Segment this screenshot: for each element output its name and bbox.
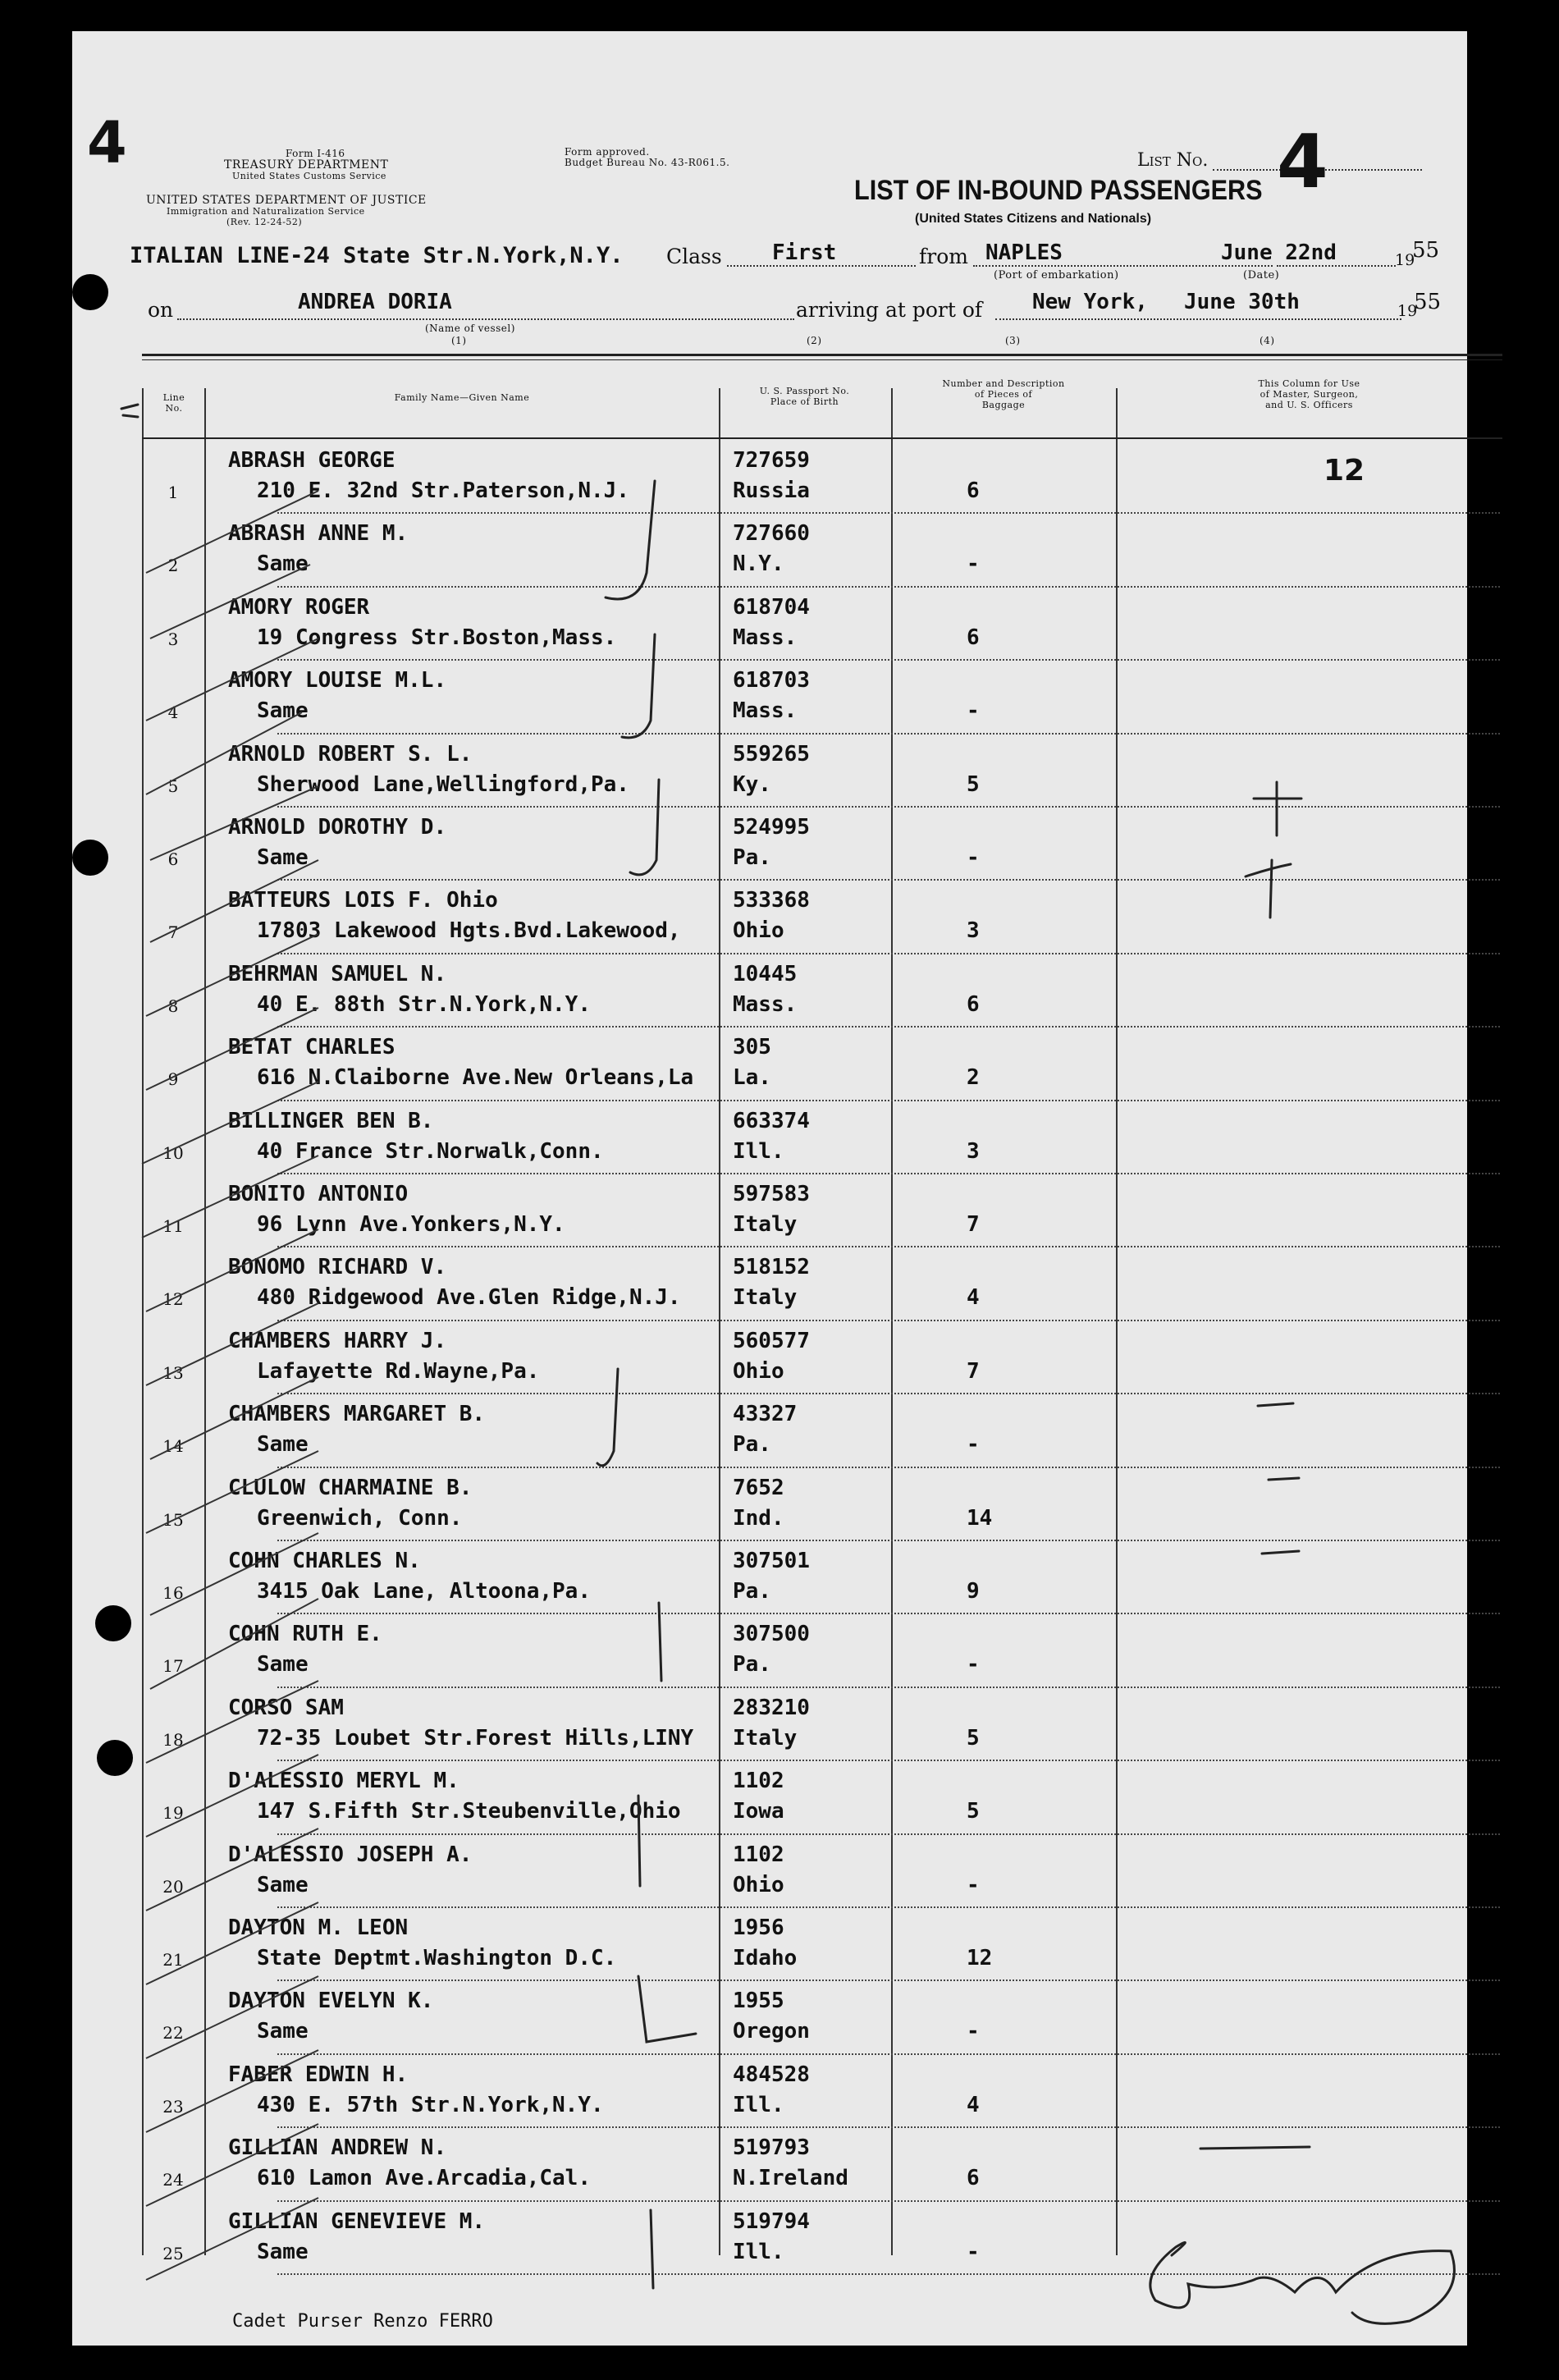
place-of-birth: Italy [733, 1285, 798, 1311]
passenger-name: ABRASH GEORGE [228, 448, 395, 473]
place-of-birth: Ohio [733, 1358, 784, 1384]
date-caption: (Date) [1243, 269, 1280, 281]
officer-note: 12 [1324, 454, 1365, 487]
baggage-count: 5 [967, 1725, 980, 1751]
header-no-word: No. [165, 403, 183, 414]
revision: (Rev. 12-24-52) [226, 217, 303, 227]
passenger-name: BATTEURS LOIS F. Ohio [228, 888, 498, 913]
header-baggage-line3: Baggage [981, 400, 1026, 410]
row-line-number: 5 [167, 776, 179, 796]
passport-number: 727659 [733, 448, 810, 473]
passenger-address: 40 E. 88th Str.N.York,N.Y. [257, 991, 591, 1017]
baggage-count: 9 [967, 1579, 980, 1604]
margin-tick [150, 1533, 318, 1615]
margin-tick [146, 1229, 318, 1311]
passport-number: 10445 [733, 961, 798, 986]
passport-number: 727660 [733, 521, 810, 547]
margin-tick [150, 1377, 318, 1459]
row-line-number: 15 [162, 1509, 184, 1530]
margin-tick [146, 1902, 318, 1984]
row-line-number: 22 [162, 2023, 184, 2044]
dash-mark [1258, 1403, 1293, 1406]
passenger-address: Same [257, 2239, 309, 2264]
row-line-number: 18 [162, 1729, 184, 1750]
passenger-address: Same [257, 698, 309, 724]
passenger-name: GILLIAN GENEVIEVE M. [228, 2208, 486, 2234]
margin-tick [146, 934, 318, 1016]
passport-number: 1102 [733, 1842, 784, 1867]
passport-number: 1956 [733, 1915, 784, 1940]
baggage-count: 5 [967, 1799, 980, 1824]
header-baggage-line1: Number and Description [942, 378, 1065, 389]
margin-tick [146, 638, 318, 724]
place-of-birth: Ill. [733, 2239, 784, 2264]
class-label: Class [666, 245, 722, 268]
passenger-address: 147 S.Fifth Str.Steubenville,Ohio [257, 1799, 681, 1824]
passport-number: 597583 [733, 1182, 810, 1206]
header-passport-line2: Place of Birth [770, 396, 839, 407]
row-line-number: 9 [167, 1069, 179, 1090]
row-line-number: 17 [162, 1656, 184, 1677]
on-label: on [148, 298, 174, 322]
tick-mark [121, 405, 138, 417]
passport-number: 618703 [733, 668, 810, 693]
baggage-count: - [967, 1652, 980, 1677]
place-of-birth: Italy [733, 1212, 798, 1237]
passenger-name: CHAMBERS HARRY J. [228, 1328, 447, 1353]
passenger-address: Same [257, 1872, 309, 1897]
baggage-count: - [967, 1432, 980, 1458]
header-name: Family Name—Given Name [394, 392, 530, 403]
passenger-name: D'ALESSIO JOSEPH A. [228, 1842, 473, 1867]
passenger-name: BONITO ANTONIO [228, 1182, 409, 1206]
passenger-name: ARNOLD ROBERT S. L. [228, 741, 473, 767]
margin-tick [146, 1681, 318, 1763]
passport-number: 518152 [733, 1255, 810, 1280]
baggage-count: 7 [967, 1358, 980, 1384]
place-of-birth: Iowa [733, 1799, 784, 1824]
margin-tick [146, 1828, 318, 1911]
row-line-number: 14 [162, 1436, 184, 1457]
passenger-name: COHN CHARLES N. [228, 1549, 421, 1573]
header-officers-line1: This Column for Use [1258, 378, 1360, 389]
passport-number: 663374 [733, 1108, 810, 1133]
place-of-birth: Mass. [733, 698, 798, 724]
margin-tick [146, 1755, 318, 1837]
place-of-birth: Ky. [733, 771, 771, 797]
passenger-address: 430 E. 57th Str.N.York,N.Y. [257, 2092, 604, 2117]
row-line-number: 24 [162, 2170, 184, 2190]
arrival-date: June 30th [1184, 290, 1300, 314]
place-of-birth: Mass. [733, 991, 798, 1017]
arriving-label: arriving at port of [796, 298, 983, 322]
passenger-address: 616 N.Claiborne Ave.New Orleans,La [257, 1065, 694, 1091]
row-line-number: 11 [162, 1216, 184, 1236]
check-mark [630, 780, 659, 875]
passenger-name: ARNOLD DOROTHY D. [228, 815, 447, 840]
passenger-name: CLULOW CHARMAINE B. [228, 1475, 473, 1500]
place-of-birth: Pa. [733, 1579, 771, 1604]
passport-number: 7652 [733, 1475, 784, 1500]
arrival-port: New York, [1032, 290, 1148, 314]
budget-bureau: Budget Bureau No. 43-R061.5. [565, 157, 730, 168]
baggage-count: - [967, 2019, 980, 2044]
row-line-number: 10 [162, 1142, 184, 1163]
passenger-name: D'ALESSIO MERYL M. [228, 1769, 459, 1794]
margin-tick [150, 860, 318, 942]
justice-dept: UNITED STATES DEPARTMENT OF JUSTICE [146, 194, 427, 207]
row-line-number: 8 [167, 995, 179, 1016]
passenger-name: BILLINGER BEN B. [228, 1108, 434, 1133]
passenger-address: 210 E. 32nd Str.Paterson,N.J. [257, 478, 629, 503]
margin-tick [142, 1082, 318, 1164]
row-line-number: 23 [162, 2096, 184, 2117]
passenger-address: 480 Ridgewood Ave.Glen Ridge,N.J. [257, 1285, 681, 1311]
embark-port: NAPLES [985, 240, 1063, 265]
port-caption: (Port of embarkation) [994, 269, 1119, 281]
officer-signature [1150, 2242, 1455, 2323]
place-of-birth: Pa. [733, 845, 771, 870]
form-approved: Form approved. [565, 146, 650, 158]
baggage-count: 14 [967, 1505, 993, 1531]
passenger-name: FABER EDWIN H. [228, 2062, 409, 2087]
check-mark [638, 1796, 640, 1886]
margin-tick [146, 2124, 318, 2206]
place-of-birth: Idaho [733, 1946, 798, 1970]
passenger-name: GILLIAN ANDREW N. [228, 2135, 447, 2161]
passenger-name: BETAT CHARLES [228, 1035, 395, 1060]
embark-year: 55 [1412, 238, 1440, 263]
check-mark [622, 634, 655, 738]
form-number: Form I-416 [286, 148, 345, 159]
passport-number: 307500 [733, 1622, 810, 1647]
passport-number: 533368 [733, 888, 810, 913]
dash-mark [1200, 2147, 1310, 2149]
place-of-birth: Oregon [733, 2019, 810, 2044]
col3-label: (3) [1005, 335, 1021, 346]
passenger-address: 19 Congress Str.Boston,Mass. [257, 625, 617, 650]
passenger-address: 72-35 Loubet Str.Forest Hills,LINY [257, 1725, 694, 1751]
from-label: from [919, 245, 968, 268]
row-line-number: 21 [162, 1950, 184, 1970]
passenger-name: AMORY ROGER [228, 594, 370, 620]
passenger-name: BEHRMAN SAMUEL N. [228, 961, 447, 986]
margin-tick [146, 712, 302, 794]
place-of-birth: Mass. [733, 625, 798, 650]
check-mark [638, 1976, 696, 2042]
row-line-number: 1 [167, 483, 179, 502]
margin-tick [146, 2050, 318, 2132]
baggage-count: 6 [967, 478, 980, 503]
purser-signature-line: Cadet Purser Renzo FERRO [232, 2311, 493, 2332]
page-subtitle: (United States Citizens and Nationals) [915, 212, 1152, 226]
passenger-name: ABRASH ANNE M. [228, 521, 409, 547]
embark-date: June 22nd [1221, 240, 1337, 265]
place-of-birth: Ind. [733, 1505, 784, 1531]
shipping-line: ITALIAN LINE-24 State Str.N.York,N.Y. [130, 243, 624, 268]
header-officers-line3: and U. S. Officers [1265, 400, 1353, 410]
dash-mark [1262, 1551, 1299, 1554]
cross-mark [1254, 782, 1301, 835]
class-value: First [772, 240, 837, 265]
passport-number: 560577 [733, 1328, 810, 1353]
row-line-number: 7 [167, 922, 179, 943]
cross-mark [1246, 860, 1291, 918]
passport-number: 1102 [733, 1769, 784, 1794]
baggage-count: 6 [967, 2166, 980, 2191]
passenger-address: 17803 Lakewood Hgts.Bvd.Lakewood, [257, 918, 681, 944]
passport-number: 305 [733, 1035, 771, 1060]
vessel-caption: (Name of vessel) [425, 323, 515, 334]
passenger-address: Same [257, 1652, 309, 1677]
passport-number: 307501 [733, 1549, 810, 1573]
baggage-count: 6 [967, 625, 980, 650]
list-number: 4 [1277, 119, 1328, 205]
row-line-number: 4 [167, 703, 179, 723]
check-mark [659, 1603, 661, 1681]
baggage-count: - [967, 1872, 980, 1897]
passenger-address: State Deptmt.Washington D.C. [257, 1946, 617, 1970]
passenger-address: Same [257, 552, 309, 577]
passport-number: 484528 [733, 2062, 810, 2087]
row-line-number: 25 [162, 2243, 184, 2263]
baggage-count: 4 [967, 1285, 980, 1311]
check-mark [597, 1369, 618, 1466]
baggage-count: 7 [967, 1212, 980, 1237]
margin-tick [146, 1976, 318, 2058]
row-line-number: 16 [162, 1583, 184, 1603]
passenger-name: DAYTON EVELYN K. [228, 1989, 434, 2014]
ins-service: Immigration and Naturalization Service [167, 206, 365, 217]
passenger-name: COHN RUTH E. [228, 1622, 382, 1647]
passport-number: 519794 [733, 2208, 810, 2234]
passport-number: 519793 [733, 2135, 810, 2161]
header-line-word: Line [162, 392, 185, 403]
vessel-col: (1) [451, 335, 467, 346]
passenger-address: 610 Lamon Ave.Arcadia,Cal. [257, 2166, 591, 2191]
margin-tick [150, 565, 310, 638]
margin-tick [146, 2198, 318, 2280]
row-line-number: 13 [162, 1362, 184, 1383]
passport-number: 43327 [733, 1402, 798, 1427]
row-line-number: 3 [167, 629, 179, 649]
row-line-number: 2 [167, 556, 179, 576]
header-baggage-line2: of Pieces of [974, 389, 1033, 400]
margin-tick [150, 1599, 318, 1689]
passport-number: 618704 [733, 594, 810, 620]
row-line-number: 20 [162, 1876, 184, 1897]
baggage-count: - [967, 2239, 980, 2264]
passport-number: 524995 [733, 815, 810, 840]
place-of-birth: La. [733, 1065, 771, 1091]
place-of-birth: Italy [733, 1725, 798, 1751]
list-no-label: List No. [1137, 150, 1209, 171]
check-mark [606, 481, 655, 599]
corner-mark: 4 [87, 109, 127, 176]
baggage-count: 6 [967, 991, 980, 1017]
customs-service: United States Customs Service [232, 171, 386, 181]
passenger-address: Sherwood Lane,Wellingford,Pa. [257, 771, 629, 797]
place-of-birth: Pa. [733, 1652, 771, 1677]
passenger-address: Lafayette Rd.Wayne,Pa. [257, 1358, 540, 1384]
passport-number: 1955 [733, 1989, 784, 2014]
baggage-count: 12 [967, 1946, 993, 1970]
header-passport-line1: U. S. Passport No. [759, 386, 850, 396]
passenger-name: AMORY LOUISE M.L. [228, 668, 447, 693]
baggage-count: - [967, 845, 980, 870]
margin-tick [146, 1008, 318, 1090]
passenger-address: Same [257, 2019, 309, 2044]
margin-tick [150, 786, 318, 860]
place-of-birth: Ohio [733, 1872, 784, 1897]
place-of-birth: Pa. [733, 1432, 771, 1458]
row-line-number: 12 [162, 1289, 184, 1310]
place-of-birth: Russia [733, 478, 810, 503]
place-of-birth: N.Ireland [733, 2166, 848, 2191]
vessel-name: ANDREA DORIA [298, 290, 452, 314]
passenger-address: 96 Lynn Ave.Yonkers,N.Y. [257, 1212, 565, 1237]
col2-label: (2) [807, 335, 822, 346]
baggage-count: 2 [967, 1065, 980, 1091]
baggage-count: 3 [967, 918, 980, 944]
check-mark [651, 2210, 653, 2288]
baggage-count: 5 [967, 771, 980, 797]
place-of-birth: Ill. [733, 1138, 784, 1164]
arrival-year-prefix: 19 [1397, 302, 1418, 320]
margin-tick [146, 491, 318, 576]
passport-number: 559265 [733, 741, 810, 767]
baggage-count: - [967, 698, 980, 724]
col4-label: (4) [1260, 335, 1275, 346]
treasury-dept: TREASURY DEPARTMENT [224, 158, 389, 172]
baggage-count: 3 [967, 1138, 980, 1164]
passenger-address: 3415 Oak Lane, Altoona,Pa. [257, 1579, 591, 1604]
margin-tick [142, 1156, 318, 1238]
passenger-address: Greenwich, Conn. [257, 1505, 463, 1531]
baggage-count: - [967, 552, 980, 577]
arrival-year: 55 [1414, 290, 1442, 314]
place-of-birth: Ohio [733, 918, 784, 944]
page-title: LIST OF IN-BOUND PASSENGERS [854, 175, 1263, 206]
handwritten-marks [72, 31, 1467, 2346]
passenger-name: CORSO SAM [228, 1695, 344, 1720]
row-line-number: 19 [162, 1803, 184, 1824]
passenger-address: Same [257, 845, 309, 870]
passenger-address: 40 France Str.Norwalk,Conn. [257, 1138, 604, 1164]
row-line-number: 6 [167, 849, 179, 869]
passenger-name: BONOMO RICHARD V. [228, 1255, 447, 1280]
manifest-page [72, 31, 1467, 2346]
baggage-count: 4 [967, 2092, 980, 2117]
margin-tick [146, 1303, 318, 1385]
header-officers-line2: of Master, Surgeon, [1260, 389, 1359, 400]
place-of-birth: Ill. [733, 2092, 784, 2117]
margin-tick [146, 1451, 318, 1533]
passenger-name: DAYTON M. LEON [228, 1915, 409, 1940]
dash-mark [1269, 1478, 1299, 1480]
place-of-birth: N.Y. [733, 552, 784, 577]
passenger-name: CHAMBERS MARGARET B. [228, 1402, 486, 1427]
passenger-address: Same [257, 1432, 309, 1458]
passport-number: 283210 [733, 1695, 810, 1720]
year-prefix: 19 [1395, 251, 1415, 269]
